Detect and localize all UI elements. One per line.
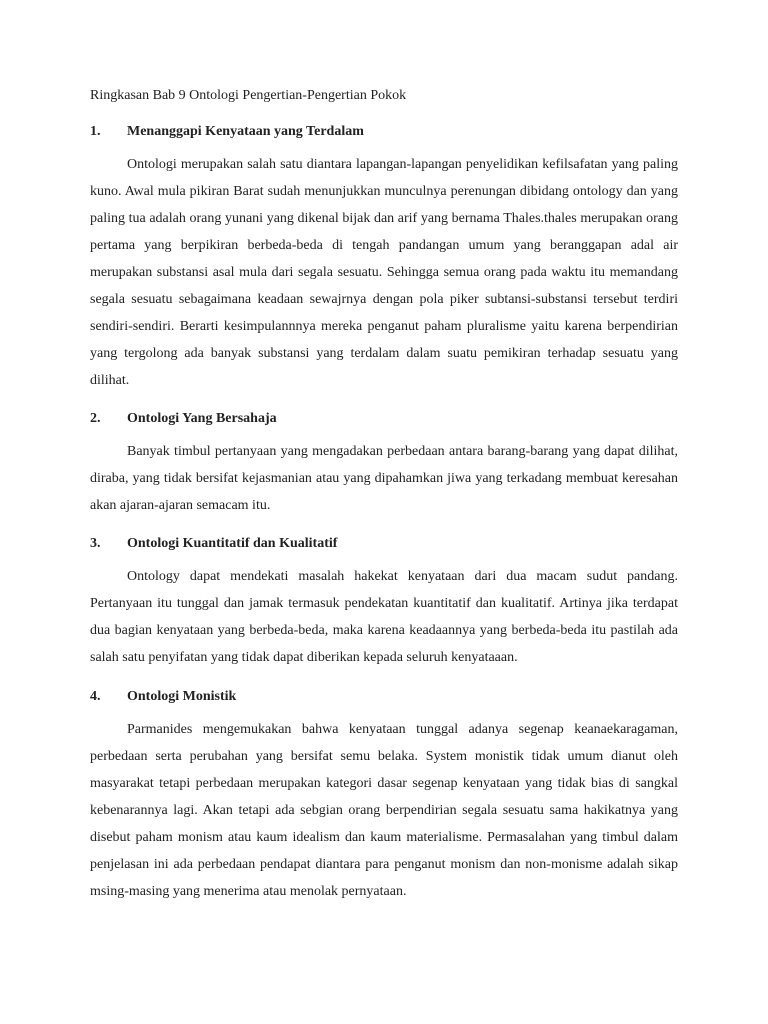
section-number: 2. — [90, 411, 101, 426]
document-page — [90, 86, 678, 917]
section-4 — [90, 687, 678, 905]
section-paragraph: Parmanides mengemukakan bahwa kenyataan tunggal adanya segenap keanaekaragaman, perbedaan serta perubahan yang bersifat semu belaka. System monistik tidak umum dianut oleh masyarakat tetapi perbedaan merupakan kategori dasar segenap kenyataan yang tidak bias di sangkal kebenarannya lagi. Akan tetapi ada sebgian orang berpendirian segala sesuatu sama hakikatnya yang disebut paham monism atau kaum idealism dan kaum materialisme. Permasalahan yang timbul dalam penjelasan ini ada perbedaan pendapat diantara para penganut monism dan non-monisme adalah sikap msing-masing yang menerima atau menolak pernyataan. — [90, 722, 678, 899]
section-paragraph: Ontologi merupakan salah satu diantara lapangan-lapangan penyelidikan kefilsafatan yang paling kuno. Awal mula pikiran Barat sudah menunjukkan munculnya perenungan dibidang ontology dan yang paling tua adalah orang yunani yang dikenal bijak dan arif yang bernama Thales.thales merupakan orang pertama yang berpikiran berbeda-beda di tengah pandangan umum yang beranggapan adal air merupakan substansi asal mula dari segala sesuatu. Sehingga semua orang pada waktu itu memandang segala sesuatu sebagaimana keadaan sewajrnya dengan pola piker subtansi-substansi tersebut terdiri sendiri-sendiri. Berarti kesimpulannnya mereka penganut paham pluralisme yaitu karena berpendirian yang tergolong ada banyak substansi yang terdalam dalam suatu pemikiran terhadap sesuatu yang dilihat. — [90, 157, 678, 388]
section-2 — [90, 409, 678, 519]
section-number: 1. — [90, 124, 101, 139]
section-title: Ontologi Kuantitatif dan Kualitatif — [127, 536, 338, 551]
section-title: Menanggapi Kenyataan yang Terdalam — [127, 124, 364, 139]
section-number: 4. — [90, 689, 101, 704]
section-heading — [90, 122, 678, 142]
section-heading — [90, 687, 678, 707]
section-title: Ontologi Monistik — [127, 689, 237, 704]
section-heading — [90, 409, 678, 429]
document-title: Ringkasan Bab 9 Ontologi Pengertian-Pengertian Pokok — [90, 88, 407, 103]
section-3 — [90, 534, 678, 671]
section-paragraph: Banyak timbul pertanyaan yang mengadakan perbedaan antara barang-barang yang dapat dilihat, diraba, yang tidak bersifat kejasmanian atau yang dipahamkan jiwa yang terkadang membuat keresahan akan ajaran-ajaran semacam itu. — [90, 444, 678, 513]
section-heading — [90, 534, 678, 554]
section-title: Ontologi Yang Bersahaja — [127, 411, 277, 426]
section-paragraph: Ontology dapat mendekati masalah hakekat kenyataan dari dua macam sudut pandang. Pertanyaan itu tunggal dan jamak termasuk pendekatan kuantitatif dan kualitatif. Artinya jika terdapat dua bagian kenyataan yang berbeda-beda, maka karena keadaannya yang berbeda-beda itu pastilah ada salah satu penyifatan yang tidak dapat diberikan kepada seluruh kenyataaan. — [90, 569, 678, 665]
section-1 — [90, 122, 678, 394]
section-number: 3. — [90, 536, 101, 551]
